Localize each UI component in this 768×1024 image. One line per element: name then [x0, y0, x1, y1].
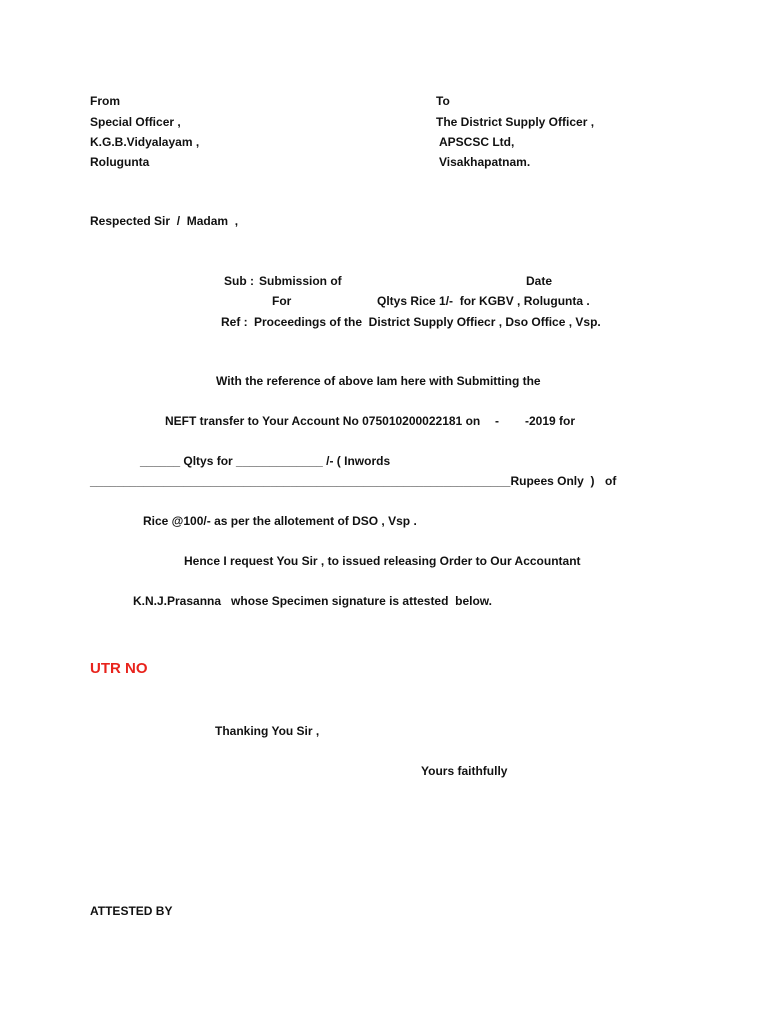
- from-line-2: K.G.B.Vidyalayam ,: [90, 135, 200, 149]
- from-line-1: Special Officer ,: [90, 115, 181, 129]
- body-line-2a: NEFT transfer to Your Account No 075010200022181 on: [165, 414, 481, 428]
- salutation: Respected Sir / Madam ,: [90, 214, 239, 228]
- to-heading: To: [436, 94, 450, 108]
- body-line-6: Hence I request You Sir , to issued releasing Order to Our Accountant: [184, 554, 581, 568]
- body-line-2b: -: [495, 414, 499, 428]
- to-line-3: Visakhapatnam.: [439, 155, 531, 169]
- subject-for-label: For: [272, 294, 292, 308]
- closing-sign-off: Yours faithfully: [421, 764, 508, 778]
- subject-ref-text: Proceedings of the District Supply Offiecr , Dso Office , Vsp.: [254, 315, 601, 329]
- subject-sub-text: Submission of: [259, 274, 342, 288]
- body-line-7: K.N.J.Prasanna whose Specimen signature is attested below.: [133, 594, 492, 608]
- body-line-5: Rice @100/- as per the allotement of DSO , Vsp .: [143, 514, 417, 528]
- body-line-2c: -2019 for: [525, 414, 576, 428]
- subject-date-label: Date: [526, 274, 553, 288]
- to-line-1: The District Supply Officer ,: [436, 115, 595, 129]
- closing-thanks: Thanking You Sir ,: [215, 724, 320, 738]
- body-line-4a: _______________________________________________________________Rupees Only ): [90, 474, 595, 488]
- subject-for-text: Qltys Rice 1/- for KGBV , Rolugunta .: [377, 294, 590, 308]
- body-line-4b: of: [605, 474, 617, 488]
- body-line-1: With the reference of above Iam here with Submitting the: [216, 374, 541, 388]
- attested-by-label: ATTESTED BY: [90, 904, 173, 918]
- subject-sub-label: Sub :: [224, 274, 254, 288]
- subject-ref-label: Ref :: [221, 315, 248, 329]
- body-line-3: ______ Qltys for _____________ /- ( Inwords: [140, 454, 391, 468]
- from-line-3: Rolugunta: [90, 155, 150, 169]
- from-heading: From: [90, 94, 120, 108]
- utr-label: UTR NO: [90, 660, 148, 677]
- to-line-2: APSCSC Ltd,: [439, 135, 515, 149]
